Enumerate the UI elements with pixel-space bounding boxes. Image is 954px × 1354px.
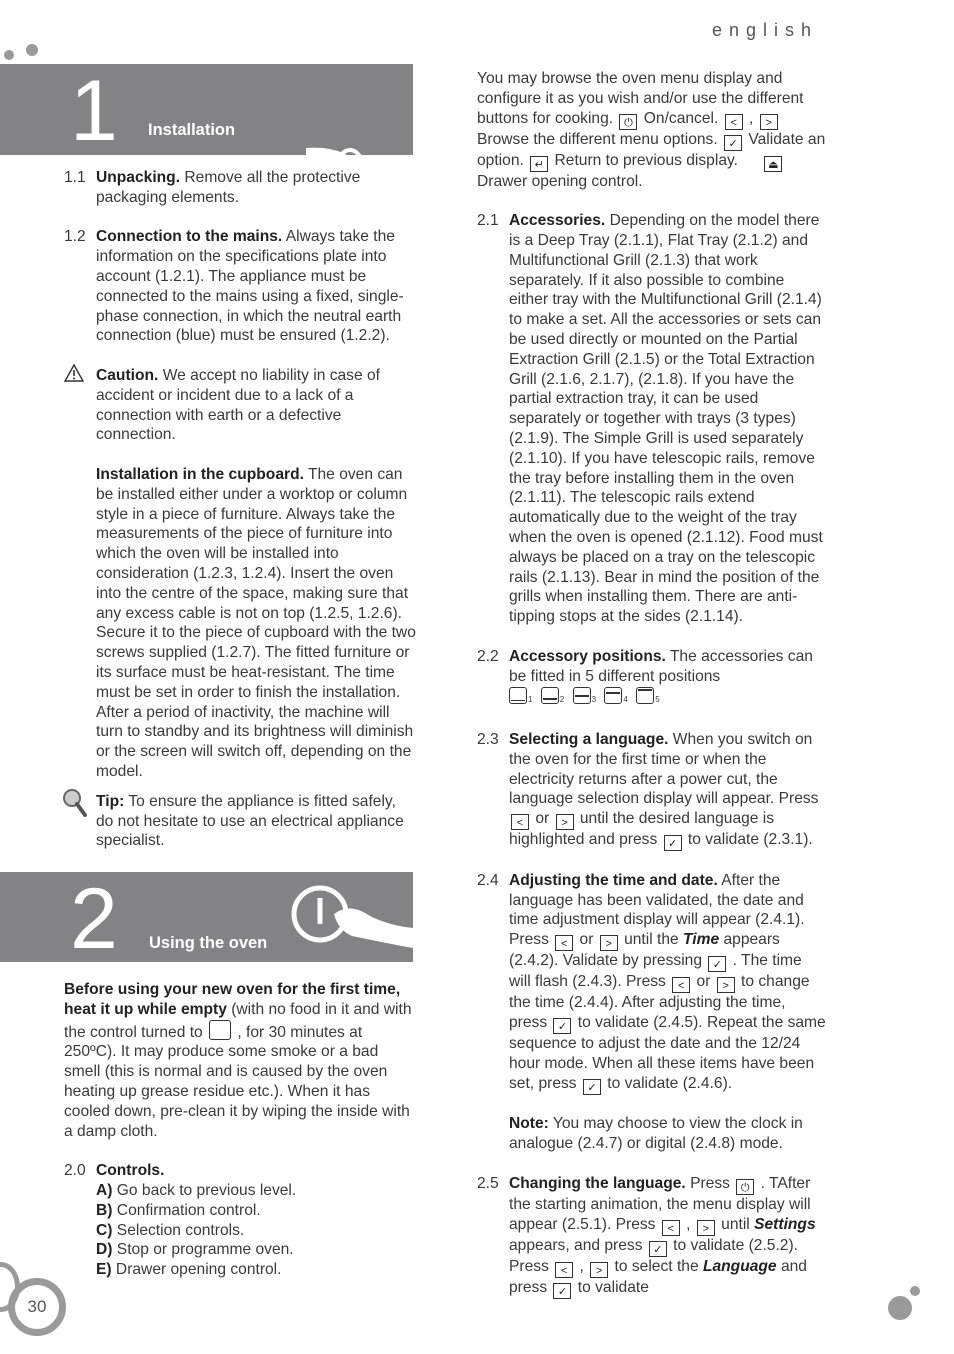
item-text: , [681, 1215, 695, 1233]
item-heading: Adjusting the time and date. [509, 871, 718, 889]
finger-button-icon [290, 884, 413, 954]
left-key-icon: < [555, 1262, 573, 1278]
check-key-icon: ✓ [583, 1079, 601, 1095]
check-key-icon: ✓ [664, 835, 682, 851]
section-2-1 [477, 211, 827, 627]
power-key-icon: ⏻ [619, 114, 637, 130]
magnifier-icon [62, 788, 88, 818]
item-letter: D) [96, 1241, 113, 1259]
item-text: Selection controls. [112, 1221, 245, 1239]
list-item [96, 1201, 416, 1221]
left-key-icon: < [555, 935, 573, 951]
item-heading: Note: [509, 1115, 549, 1133]
position-number: 5 [655, 695, 660, 705]
item-heading: Controls. [96, 1162, 165, 1180]
list-item [96, 1221, 416, 1241]
item-text: Return to previous display. [550, 151, 738, 169]
item-text: to validate (2.5.2). Press [509, 1236, 798, 1275]
section-2-2 [477, 647, 827, 710]
item-text: Stop or programme oven. [112, 1241, 294, 1259]
item-text: until the desired language is highlighted and press [509, 810, 775, 849]
item-text: or [531, 810, 554, 828]
item-text: Depending on the model there is a Deep Tray (2.1.1), Flat Tray (2.1.2) and Multifunctional Grill (2.1.3) that work separately. If it also possible to combine either tray with the Multifunctional Grill (2.1.4) to make a set. All the accessories or sets can be used directly or mounted on the Partial Extraction Grill (2.1.5) or the Total Extraction Grill (2.1.6, 2.1.7), (2.1.8). If you have the partial extraction tray, it can be used separately or together with trays (3 types) (2.1.9). The Simple Grill is used separately (2.1.10). If you have telescopic rails, remove the tray before installing them in the oven (2.1.11). The telescopic rails extend automatically due to the weight of the tray when the oven is opened (2.1.12). Food must always be placed on a tray on the telescopic rails (2.1.13). Bear in mind the position of the grills when installing them. There are anti-tipping stops at the sides (2.1.14). [509, 212, 823, 626]
item-text: (with no food in it and with the control turned to [64, 1000, 412, 1041]
item-emphasis: Settings [754, 1215, 816, 1233]
item-text: Confirmation control. [112, 1201, 261, 1219]
left-column-using-oven [64, 980, 416, 1280]
position-number: 3 [591, 695, 597, 705]
shelf-positions [509, 687, 664, 704]
left-key-icon: < [662, 1220, 680, 1236]
shelf-position-icon [573, 687, 591, 704]
item-text: . TAfter the starting animation, the menu display will appear (2.5.1). Press [509, 1174, 811, 1233]
item-letter: A) [96, 1181, 113, 1199]
right-key-icon: > [556, 814, 574, 830]
item-text: The oven can be installed either under a worktop or column style in a piece of furniture. Always take the measurements of the piece of furniture into which the oven will be installed into consideration (1.2.3, 1.2.4). Insert the oven into the centre of the space, making sure that any excess cable is not on top (1.2.5, 1.2.6). Secure it to the piece of cupboard with the two screws supplied (1.2.7). The fitted furniture or its surface must be heat-resistant. The time must be set in order to finish the installation. After a period of inactivity, the machine will turn to standby and its brightness will diminish or the screen will switch off, depending on the model. [96, 465, 416, 780]
item-number: 2.3 [477, 730, 499, 748]
section-2-5 [477, 1174, 827, 1299]
item-letter: C) [96, 1221, 113, 1239]
section-title: Using the oven [149, 934, 268, 952]
item-text: To ensure the appliance is fitted safely, do not hesitate to use an electrical appliance specialist. [96, 792, 404, 850]
item-heading: Tip: [96, 792, 125, 810]
check-key-icon: ✓ [553, 1018, 571, 1034]
list-item [96, 1181, 416, 1201]
section-2-3 [477, 730, 827, 851]
item-heading: Unpacking. [96, 169, 181, 186]
item-text: On/cancel. [639, 109, 719, 127]
right-key-icon: > [697, 1220, 715, 1236]
list-item [96, 1260, 416, 1280]
item-number: 2.5 [477, 1174, 499, 1192]
item-text: or [692, 973, 715, 991]
item-text: to validate [573, 1278, 649, 1296]
item-text: to validate (2.4.5). Repeat the same sequence to adjust the date and the 12/24 hour mode. When all these items have been set, press [509, 1014, 826, 1092]
item-text: Go back to previous level. [112, 1181, 297, 1199]
item-text: The accessories can be fitted in 5 different positions [509, 647, 813, 685]
controls-list [96, 1181, 416, 1280]
item-text: Drawer opening control. [111, 1261, 282, 1279]
eject-key-icon: ⏏ [764, 156, 782, 172]
item-text: or [575, 931, 598, 949]
item-emphasis: Time [683, 931, 720, 949]
item-heading: Caution. [96, 366, 159, 384]
item-number: 2.4 [477, 871, 499, 889]
decorative-dot [888, 1296, 912, 1320]
section-1-banner [0, 63, 413, 159]
cupboard-paragraph [64, 465, 416, 782]
item-emphasis: Language [702, 1257, 777, 1275]
item-text: to change the time (2.4.4). After adjusting the time, press [509, 973, 810, 1032]
shelf-position-icon [604, 687, 622, 704]
item-text: until the [619, 931, 684, 949]
item-text: Press [685, 1174, 735, 1192]
language-label: english [712, 20, 819, 40]
decorative-dot [26, 44, 38, 56]
section-title: Installation [148, 121, 236, 139]
section-1-1 [64, 168, 416, 208]
left-key-icon: < [672, 977, 690, 993]
before-first-use-paragraph [64, 980, 416, 1141]
check-key-icon: ✓ [553, 1283, 571, 1299]
item-text: After the language has been validated, the date and time adjustment display will appear (2.4.1). Press [509, 871, 805, 949]
right-column [477, 69, 827, 1299]
section-2-banner [0, 871, 413, 967]
item-text: to select the [610, 1257, 703, 1275]
left-key-icon: < [511, 814, 529, 830]
item-text: , for 30 minutes at 250ºC). It may produce some smoke or a bad smell (this is normal and is caused by the oven heating up grease residue etc.). When it has cooled down, pre-clean it by wiping the inside with a damp cloth. [64, 1023, 410, 1140]
decorative-dot [4, 50, 14, 60]
item-text: , [744, 109, 758, 127]
section-number: 1 [70, 63, 118, 159]
item-heading: Before using your new oven for the first time, heat it up while empty [64, 981, 401, 1018]
item-text: Validate an option. [477, 130, 826, 169]
oven-function-icon [209, 1020, 231, 1040]
right-key-icon: > [717, 977, 735, 993]
position-number: 4 [623, 695, 628, 705]
section-2-4 [477, 871, 827, 1154]
position-number: 2 [559, 695, 565, 705]
section-1-2 [64, 227, 416, 346]
item-letter: E) [96, 1261, 112, 1279]
item-number: 1.2 [64, 228, 86, 246]
note-paragraph [509, 1114, 827, 1154]
item-number: 2.2 [477, 647, 499, 665]
item-number: 2.0 [64, 1162, 86, 1180]
item-text: Drawer opening control. [477, 172, 643, 190]
item-text: Always take the information on the specifications plate into account (1.2.1). The appliance must be connected to the mains using a fixed, single-phase connection, in which the neutral earth connection (blue) must be ensured (1.2.2). [96, 228, 404, 345]
section-2-0 [64, 1161, 416, 1280]
item-text: When you switch on the oven for the first time or when the electricity returns after a power cut, the language selection display will appear. Press [509, 730, 819, 808]
item-heading: Accessories. [509, 212, 606, 230]
item-text: We accept no liability in case of accident or incident due to a lack of a connection with earth or a defective connection. [96, 366, 380, 444]
item-text: appears, and press [509, 1236, 647, 1254]
caution-paragraph [64, 366, 416, 445]
item-text: Remove all the protective packaging elements. [96, 169, 361, 206]
section-number: 2 [70, 871, 118, 967]
item-heading: Selecting a language. [509, 730, 669, 748]
item-text: to validate (2.4.6). [602, 1074, 733, 1092]
left-key-icon: < [725, 114, 743, 130]
shelf-position-icon [636, 687, 654, 704]
tip-paragraph [64, 792, 416, 851]
decorative-dot [910, 1286, 920, 1296]
right-key-icon: > [590, 1262, 608, 1278]
item-heading: Installation in the cupboard. [96, 465, 304, 483]
right-key-icon: > [760, 114, 778, 130]
item-letter: B) [96, 1201, 113, 1219]
item-text: You may choose to view the clock in analogue (2.4.7) or digital (2.4.8) mode. [509, 1115, 803, 1153]
item-text: to validate (2.3.1). [683, 831, 813, 849]
item-text: until [716, 1215, 755, 1233]
item-heading: Connection to the mains. [96, 228, 283, 246]
power-key-icon: ⏻ [736, 1179, 754, 1195]
shelf-position-icon [541, 687, 559, 704]
shelf-position-icon [509, 687, 527, 704]
item-text: You may browse the oven menu display and configure it as you wish and/or use the different buttons for cooking. [477, 70, 804, 127]
item-number: 2.1 [477, 212, 499, 230]
warning-icon [64, 364, 84, 382]
item-number: 1.1 [64, 169, 86, 186]
item-text: appears (2.4.2). Validate by pressing [509, 931, 780, 970]
intro-paragraph [477, 69, 827, 191]
back-key-icon: ↵ [530, 156, 548, 172]
item-heading: Accessory positions. [509, 647, 666, 665]
right-key-icon: > [600, 935, 618, 951]
check-key-icon: ✓ [724, 135, 742, 151]
check-key-icon: ✓ [708, 956, 726, 972]
item-heading: Changing the language. [509, 1174, 686, 1192]
left-column-installation [64, 168, 416, 851]
item-text: , [575, 1257, 589, 1275]
page-number: 30 [8, 1278, 66, 1336]
list-item [96, 1240, 416, 1260]
check-key-icon: ✓ [649, 1241, 667, 1257]
item-text: and press [509, 1257, 807, 1296]
item-text: Browse the different menu options. [477, 130, 718, 148]
position-number: 1 [528, 695, 533, 705]
item-text: . The time will flash (2.4.3). Press [509, 952, 802, 991]
